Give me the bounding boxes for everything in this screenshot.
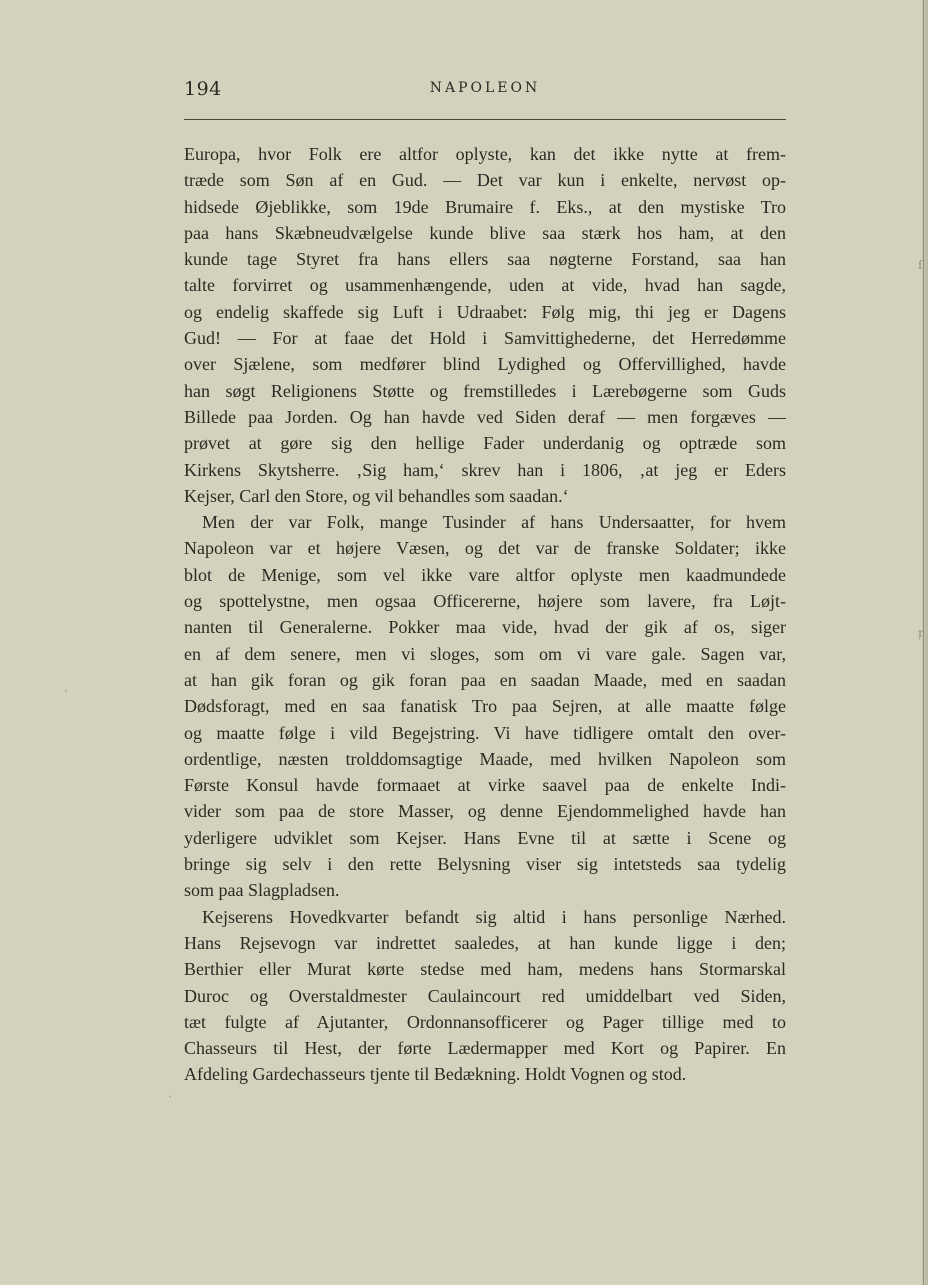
- text-line: nanten til Generalerne. Pokker maa vide, hvad der gik af os, siger: [184, 617, 786, 638]
- text-line: ordentlige, næsten trolddomsagtige Maade, med hvilken Napoleon som: [184, 748, 786, 769]
- text-line: kunde tage Styret fra hans ellers saa nøgterne Forstand, saa han: [184, 249, 786, 270]
- text-line: og spottelystne, men ogsaa Officererne, højere som lavere, fra Løjt-: [184, 591, 786, 612]
- text-line: Gud! — For at faae det Hold i Samvittighederne, det Herredømme: [184, 328, 786, 349]
- text-line: hidsede Øjeblikke, som 19de Brumaire f. Eks., at den mystiske Tro: [184, 196, 786, 217]
- text-line: som paa Slagpladsen.: [184, 880, 340, 901]
- text-line: en af dem senere, men vi sloges, som om vi vare gale. Sagen var,: [184, 643, 786, 664]
- text-line: Kirkens Skytsherre. ‚Sig ham,‘ skrev han i 1806, ‚at jeg er Eders: [184, 459, 786, 480]
- margin-mark: ·: [64, 684, 68, 698]
- text-line: blot de Menige, som vel ikke vare altfor oplyste men kaadmundede: [184, 564, 786, 585]
- text-line: prøvet at gøre sig den hellige Fader underdanig og optræde som: [184, 433, 786, 454]
- text-line: han søgt Religionens Støtte og fremstilledes i Lærebøgerne som Guds: [184, 380, 786, 401]
- body-text: [184, 141, 786, 1088]
- text-line: tæt fulgte af Ajutanter, Ordonnansofficerer og Pager tillige med to: [184, 1011, 786, 1032]
- text-line: Duroc og Overstaldmester Caulaincourt red umiddelbart ved Siden,: [184, 985, 786, 1006]
- page-header: [184, 78, 786, 102]
- margin-mark: ˎ: [168, 1084, 172, 1098]
- text-line: Billede paa Jorden. Og han havde ved Siden deraf — men forgæves —: [184, 406, 786, 427]
- text-line: Berthier eller Murat kørte stedse med ham, medens hans Stormarskal: [184, 959, 786, 980]
- text-line: og maatte følge i vild Begejstring. Vi have tidligere omtalt den over-: [184, 722, 786, 743]
- text-line: bringe sig selv i den rette Belysning viser sig intetsteds saa tydelig: [184, 854, 786, 875]
- header-rule: [184, 119, 786, 120]
- page-number: 194: [184, 78, 222, 100]
- text-line: Europa, hvor Folk ere altfor oplyste, kan det ikke nytte at frem-: [184, 144, 786, 164]
- text-line: Dødsforagt, med en saa fanatisk Tro paa Sejren, at alle maatte følge: [184, 696, 786, 717]
- text-line: Afdeling Gardechasseurs tjente til Bedækning. Holdt Vognen og stod.: [184, 1064, 687, 1085]
- text-line: paa hans Skæbneudvælgelse kunde blive saa stærk hos ham, at den: [184, 222, 786, 243]
- text-line: Chasseurs til Hest, der førte Lædermapper med Kort og Papirer. En: [184, 1038, 786, 1059]
- page-edge-line: [923, 0, 924, 1285]
- text-line: og endelig skaffede sig Luft i Udraabet: Følg mig, thi jeg er Dagens: [184, 301, 786, 322]
- text-line: Men der var Folk, mange Tusinder af hans Undersaatter, for hvem: [202, 512, 786, 533]
- text-line: Kejser, Carl den Store, og vil behandles som saadan.‘: [184, 485, 569, 506]
- text-line: at han gik foran og gik foran paa en saadan Maade, med en saadan: [184, 669, 786, 690]
- running-title: NAPOLEON: [429, 80, 541, 96]
- text-line: træde som Søn af en Gud. — Det var kun i enkelte, nervøst op-: [184, 170, 786, 191]
- text-line: Kejserens Hovedkvarter befandt sig altid i hans personlige Nærhed.: [202, 906, 786, 927]
- margin-mark: ſ: [918, 258, 923, 272]
- text-line: Napoleon var et højere Væsen, og det var de franske Soldater; ikke: [184, 538, 786, 559]
- text-line: talte forvirret og usammenhængende, uden at vide, hvad han sagde,: [184, 275, 786, 296]
- text-line: vider som paa de store Masser, og denne Ejendommelighed havde han: [184, 801, 786, 822]
- text-line: Første Konsul havde formaaet at virke saavel paa de enkelte Indi-: [184, 775, 786, 796]
- text-line: over Sjælene, som medfører blind Lydighed og Offervillighed, havde: [184, 354, 786, 375]
- text-line: yderligere udviklet som Kejser. Hans Evne til at sætte i Scene og: [184, 827, 786, 848]
- text-line: Hans Rejsevogn var indrettet saaledes, at han kunde ligge i den;: [184, 932, 786, 953]
- margin-mark: ŗ: [918, 626, 924, 640]
